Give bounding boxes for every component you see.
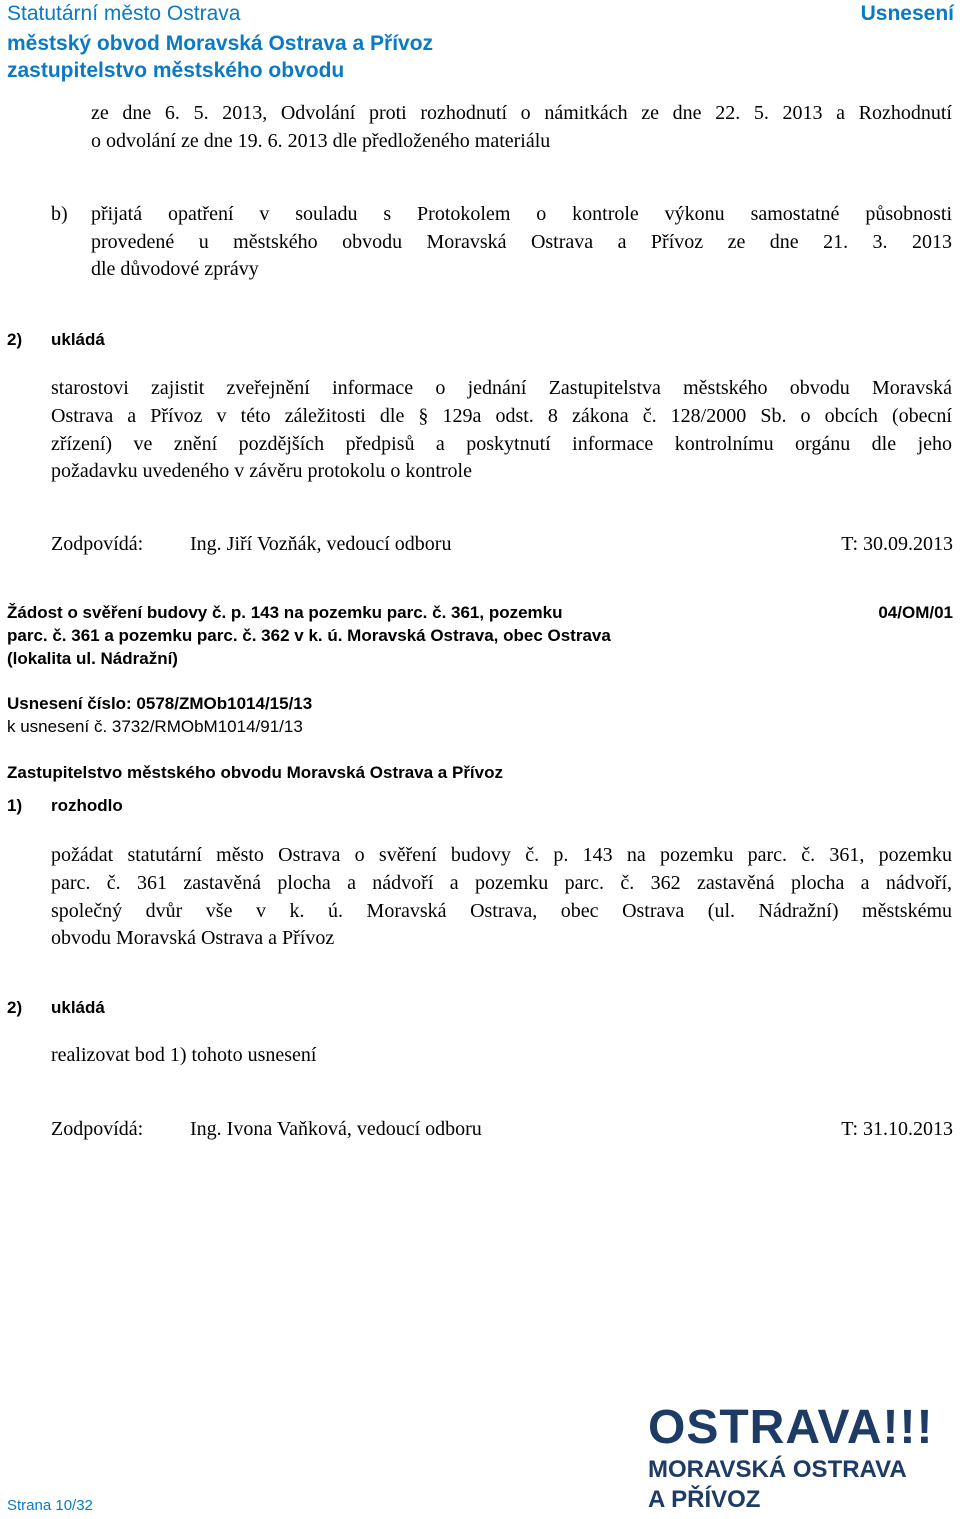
section1-resp-label: Zodpovídá:	[51, 533, 144, 555]
page-number: Strana 10/32	[7, 1497, 93, 1514]
section2-resp-deadline: T: 31.10.2013	[841, 1118, 953, 1140]
section1-b-line1: přijatá opatření v souladu s Protokolem o kontrole výkonu samostatné působnosti	[91, 203, 952, 225]
section2-title-line3: (lokalita ul. Nádražní)	[7, 649, 178, 668]
section2-item1-line1: požádat statutární město Ostrava o svěření budovy č. p. 143 na pozemku parc. č. 361, pozemku	[51, 844, 952, 866]
section2-item1-line4: obvodu Moravská Ostrava a Přívoz	[51, 927, 335, 949]
section2-item1-line3: společný dvůr vše v k. ú. Moravská Ostrava, obec Ostrava (ul. Nádražní) městskému	[51, 900, 952, 922]
logo-line1: OSTRAVA!!!	[648, 1401, 934, 1454]
section1-item2-num: 2)	[7, 330, 23, 349]
section2-resp-person: Ing. Ivona Vaňková, vedoucí odboru	[190, 1118, 482, 1140]
section2-council: Zastupitelstvo městského obvodu Moravská Ostrava a Přívoz	[7, 763, 503, 782]
section1-b-marker: b)	[51, 203, 68, 225]
header-body: zastupitelstvo městského obvodu	[7, 59, 345, 82]
section1-b-line2: provedené u městského obvodu Moravská Ostrava a Přívoz ze dne 21. 3. 2013	[91, 231, 952, 253]
section1-item2-line1: starostovi zajistit zveřejnění informace o jednání Zastupitelstva městského obvodu Moravská	[51, 377, 952, 399]
section2-resp-label: Zodpovídá:	[51, 1118, 144, 1140]
section1-item2-line2: Ostrava a Přívoz v této záležitosti dle § 129a odst. 8 zákona č. 128/2000 Sb. o obcích (obecní	[51, 405, 952, 427]
section1-item2-line4: požadavku uvedeného v závěru protokolu o kontrole	[51, 460, 472, 482]
section1-resp-deadline: T: 30.09.2013	[841, 533, 953, 555]
ostrava-logo	[648, 1402, 954, 1516]
section1-line1: ze dne 6. 5. 2013, Odvolání proti rozhodnutí o námitkách ze dne 22. 5. 2013 a Rozhodnutí	[91, 102, 952, 124]
section2-title-line1: Žádost o svěření budovy č. p. 143 na pozemku parc. č. 361, pozemku	[7, 603, 563, 622]
section2-title-line2: parc. č. 361 a pozemku parc. č. 362 v k. ú. Moravská Ostrava, obec Ostrava	[7, 626, 611, 645]
section1-item2-line3: zřízení) ve znění pozdějších předpisů a poskytnutí informace kontrolnímu orgánu dle jeho	[51, 433, 952, 455]
section1-resp-person: Ing. Jiří Vozňák, vedoucí odboru	[190, 533, 452, 555]
header-doc-type: Usnesení	[860, 2, 954, 25]
section1-item2-verb: ukládá	[51, 330, 105, 349]
section2-item2-num: 2)	[7, 998, 23, 1017]
section1-b-line3: dle důvodové zprávy	[91, 258, 259, 280]
section2-item2-text: realizovat bod 1) tohoto usnesení	[51, 1044, 317, 1066]
section2-ref: k usnesení č. 3732/RMObM1014/91/13	[7, 717, 303, 736]
section2-item1-line2: parc. č. 361 zastavěná plocha a nádvoří a pozemku parc. č. 362 zastavěná plocha a nádvoří,	[51, 872, 952, 894]
section2-code: 04/OM/01	[878, 603, 953, 622]
header-district: městský obvod Moravská Ostrava a Přívoz	[7, 32, 434, 55]
logo-line3: A PŘÍVOZ	[648, 1486, 761, 1513]
section2-item1-verb: rozhodlo	[51, 796, 123, 815]
section2-resolution-no: Usnesení číslo: 0578/ZMOb1014/15/13	[7, 694, 313, 713]
section2-item2-verb: ukládá	[51, 998, 105, 1017]
header-city: Statutární město Ostrava	[7, 2, 241, 25]
section2-item1-num: 1)	[7, 796, 23, 815]
section1-line2: o odvolání ze dne 19. 6. 2013 dle předloženého materiálu	[91, 130, 551, 152]
logo-line2: MORAVSKÁ OSTRAVA	[648, 1456, 907, 1483]
